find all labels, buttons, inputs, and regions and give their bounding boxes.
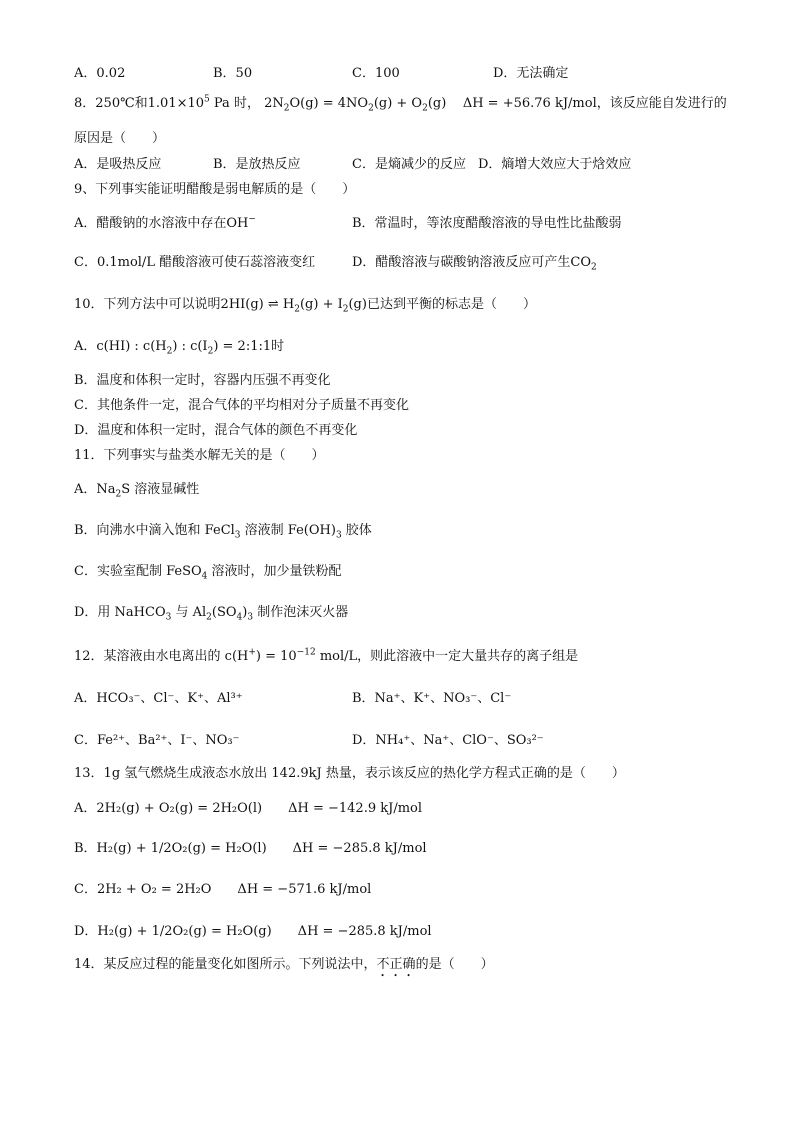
q9-option-d: D．醋酸溶液与碳酸钠溶液反应可产生$CO_2$ xyxy=(352,255,597,273)
q8-option-a: A．是吸热反应 xyxy=(74,157,162,172)
q8-option-c: C．是熵减少的反应 xyxy=(352,157,466,172)
q9-option-a: A．醋酸钠的水溶液中存在OH− xyxy=(74,214,256,231)
q11-option-c: C．实验室配制 FeSO$_4$ 溶液时，加少量铁粉配 xyxy=(74,564,342,582)
q11-stem: 11．下列事实与盐类水解无关的是（ ） xyxy=(74,448,325,463)
q9-option-c: C．0.1mol/L 醋酸溶液可使石蕊溶液变红 xyxy=(74,255,316,270)
q7-option-d: D．无法确定 xyxy=(493,66,569,81)
q10-option-c: C．其他条件一定，混合气体的平均相对分子质量不再变化 xyxy=(74,398,409,413)
q14-stem: 14．某反应过程的能量变化如图所示。下列说法中，不正确的是（ ） xyxy=(74,957,494,972)
q12-stem: 12．某溶液由水电离出的 $c(H^+) = 10^{-12}$ mol/L，则此溶液中一定大量共存的离子组是 xyxy=(74,647,579,664)
q7-option-c: C．100 xyxy=(352,66,400,81)
q8-option-b: B．是放热反应 xyxy=(213,157,301,172)
q10-option-d: D．温度和体积一定时，混合气体的颜色不再变化 xyxy=(74,423,358,438)
q12-option-d: D．NH₄⁺、Na⁺、ClO⁻、SO₃²⁻ xyxy=(352,733,544,748)
q8-stem: 8．250℃和$1.01\times 10^5$ Pa 时， $2N_2O(g) = 4NO_2(g) + O_2(g)$ ΔH = +56.76 kJ/mol，该反应能自发进行的 xyxy=(74,94,727,114)
q10-option-a: A．c(HI) : $c(H_2)$ : $c(I_2)$ = 2:1:1时 xyxy=(74,339,285,357)
q13-option-a: A．2H₂(g) + O₂(g) = 2H₂O(l) ΔH = −142.9 kJ/mol xyxy=(74,801,423,816)
q11-option-d: D．用 NaHCO$_3$ 与 $Al_2(SO_4)_3$ 制作泡沫灭火器 xyxy=(74,605,349,623)
q9-option-b: B．常温时，等浓度醋酸溶液的导电性比盐酸弱 xyxy=(352,216,622,231)
q9-stem: 9、下列事实能证明醋酸是弱电解质的是（ ） xyxy=(74,182,356,197)
q10-option-b: B．温度和体积一定时，容器内压强不再变化 xyxy=(74,373,331,388)
q13-option-b: B．H₂(g) + 1/2O₂(g) = H₂O(l) ΔH = −285.8 kJ/mol xyxy=(74,841,427,856)
q13-option-d: D．H₂(g) + 1/2O₂(g) = H₂O(g) ΔH = −285.8 kJ/mol xyxy=(74,924,432,939)
q7-option-a: A．0.02 xyxy=(74,66,126,81)
q12-option-b: B．Na⁺、K⁺、NO₃⁻、Cl⁻ xyxy=(352,691,512,706)
q11-option-a: A．$Na_2S$ 溶液显碱性 xyxy=(74,482,200,500)
q11-option-b: B．向沸水中滴入饱和 FeCl$_3$ 溶液制 $Fe(OH)_3$ 胶体 xyxy=(74,523,372,541)
q8-option-d: D．熵增大效应大于焓效应 xyxy=(478,157,632,172)
q14-emphasis: 不正确 xyxy=(376,957,416,972)
q13-option-c: C．2H₂ + O₂ = 2H₂O ΔH = −571.6 kJ/mol xyxy=(74,882,372,897)
q10-stem: 10．下列方法中可以说明2HI(g) ⇌ $H_2(g) + I_2(g)$已达到平衡的标志是（ ） xyxy=(74,297,536,315)
q8-stem-line2: 原因是（ ） xyxy=(74,131,166,146)
q12-option-c: C．Fe²⁺、Ba²⁺、I⁻、NO₃⁻ xyxy=(74,733,240,748)
q12-option-a: A．HCO₃⁻、Cl⁻、K⁺、Al³⁺ xyxy=(74,691,243,706)
q13-stem: 13．1g 氢气燃烧生成液态水放出 142.9kJ 热量，表示该反应的热化学方程式正确的是（ ） xyxy=(74,766,625,781)
q7-option-b: B．50 xyxy=(213,66,253,81)
